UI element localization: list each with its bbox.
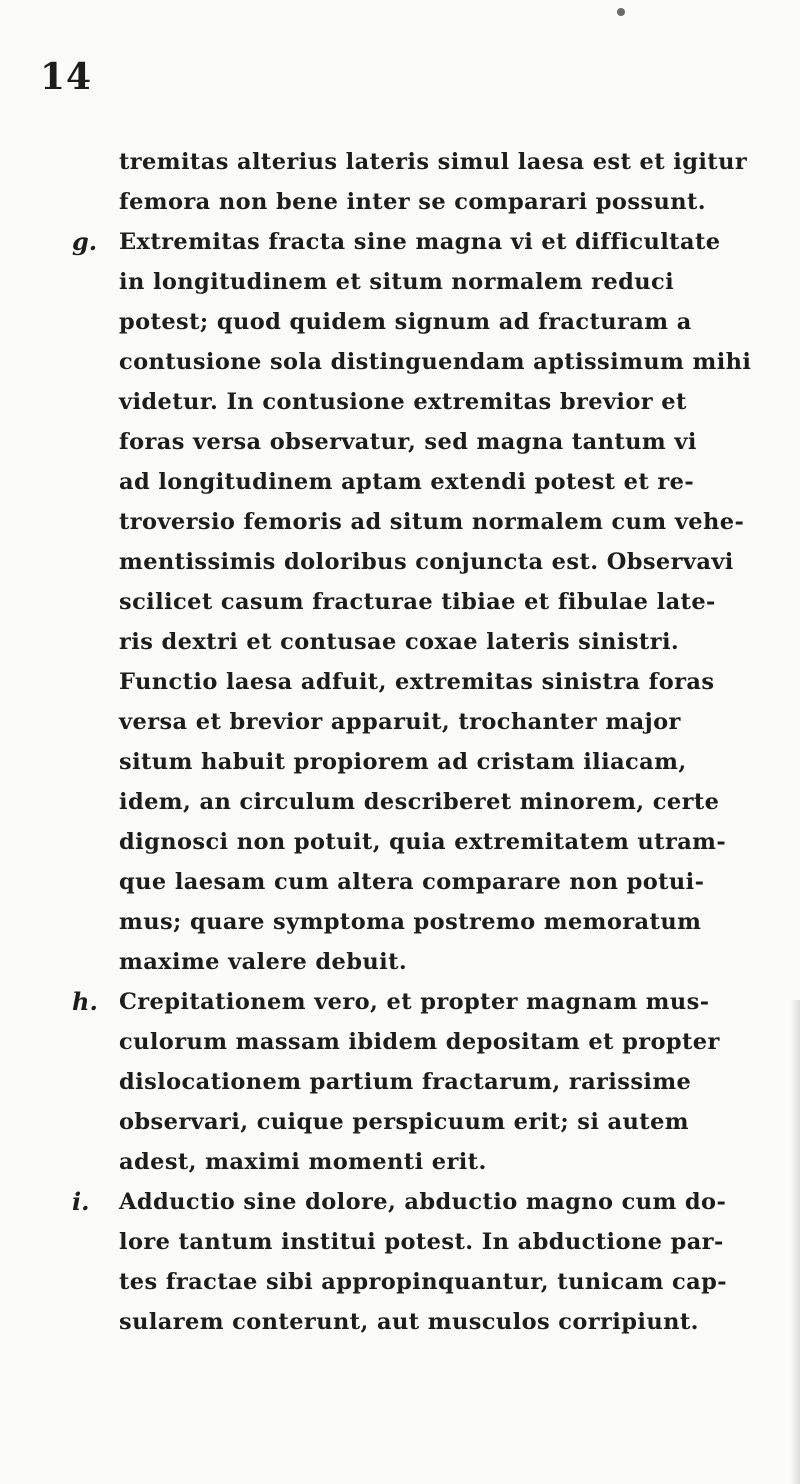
- text-line: [0, 622, 800, 662]
- line-text: culorum massam ibidem depositam et propter: [119, 1029, 720, 1055]
- line-text: maxime valere debuit.: [119, 949, 408, 975]
- text-line: [0, 342, 800, 382]
- text-line: [0, 542, 800, 582]
- line-text: sularem conterunt, aut musculos corripiunt.: [119, 1309, 699, 1335]
- line-text: mus; quare symptoma postremo memoratum: [119, 909, 702, 935]
- line-text: Crepitationem vero, et propter magnam mus-: [119, 989, 710, 1015]
- text-line: [0, 662, 800, 702]
- line-text: in longitudinem et situm normalem reduci: [119, 269, 675, 295]
- line-text: dignosci non potuit, quia extremitatem utram-: [119, 829, 727, 855]
- line-text: versa et brevior apparuit, trochanter major: [119, 709, 681, 735]
- line-text: adest, maximi momenti erit.: [119, 1149, 487, 1175]
- text-line: [0, 1142, 800, 1182]
- section-marker: h.: [72, 987, 98, 1016]
- text-line: [0, 422, 800, 462]
- text-line: [0, 1302, 800, 1342]
- line-text: ris dextri et contusae coxae lateris sinistri.: [119, 629, 680, 655]
- text-line: [0, 302, 800, 342]
- text-line: [0, 782, 800, 822]
- text-line: [0, 1062, 800, 1102]
- line-text: scilicet casum fracturae tibiae et fibulae late-: [119, 589, 716, 615]
- line-text: contusione sola distinguendam aptissimum mihi: [119, 349, 752, 375]
- text-line: [0, 942, 800, 982]
- text-line: [0, 822, 800, 862]
- text-line: [0, 702, 800, 742]
- text-line: [0, 582, 800, 622]
- text-line: [0, 462, 800, 502]
- line-text: tes fractae sibi appropinquantur, tunicam cap-: [119, 1269, 728, 1295]
- text-line: [0, 1222, 800, 1262]
- line-text: Extremitas fracta sine magna vi et difficultate: [119, 229, 721, 255]
- text-line: [0, 1262, 800, 1302]
- text-line: [0, 1102, 800, 1142]
- text-line: [0, 982, 800, 1022]
- line-text: foras versa observatur, sed magna tantum vi: [119, 429, 697, 455]
- line-text: Functio laesa adfuit, extremitas sinistra foras: [119, 669, 715, 695]
- page-edge-shadow: [790, 1000, 800, 1484]
- line-text: que laesam cum altera comparare non potui-: [119, 869, 705, 895]
- text-line: [0, 222, 800, 262]
- section-marker: i.: [72, 1187, 90, 1216]
- line-text: lore tantum institui potest. In abductione par-: [119, 1229, 724, 1255]
- section-marker: g.: [72, 227, 98, 256]
- line-text: situm habuit propiorem ad cristam iliacam,: [119, 749, 687, 775]
- text-line: [0, 862, 800, 902]
- ink-speck: [617, 8, 625, 16]
- line-text: mentissimis doloribus conjuncta est. Observavi: [119, 549, 734, 575]
- text-line: [0, 142, 800, 182]
- text-line: [0, 1182, 800, 1222]
- page-number: 14: [40, 56, 93, 98]
- text-line: [0, 902, 800, 942]
- line-text: videtur. In contusione extremitas brevior et: [119, 389, 687, 415]
- line-text: ad longitudinem aptam extendi potest et re-: [119, 469, 695, 495]
- text-line: [0, 382, 800, 422]
- line-text: dislocationem partium fractarum, rarissime: [119, 1069, 692, 1095]
- line-text: idem, an circulum describeret minorem, certe: [119, 789, 720, 815]
- line-text: tremitas alterius lateris simul laesa est et igitur: [119, 149, 748, 175]
- text-line: [0, 742, 800, 782]
- text-line: [0, 262, 800, 302]
- text-line: [0, 182, 800, 222]
- line-text: potest; quod quidem signum ad fracturam a: [119, 309, 692, 335]
- line-text: femora non bene inter se comparari possunt.: [119, 189, 707, 215]
- text-line: [0, 1022, 800, 1062]
- line-text: troversio femoris ad situm normalem cum vehe-: [119, 509, 745, 535]
- line-text: Adductio sine dolore, abductio magno cum do-: [119, 1189, 727, 1215]
- text-line: [0, 502, 800, 542]
- line-text: observari, cuique perspicuum erit; si autem: [119, 1109, 689, 1135]
